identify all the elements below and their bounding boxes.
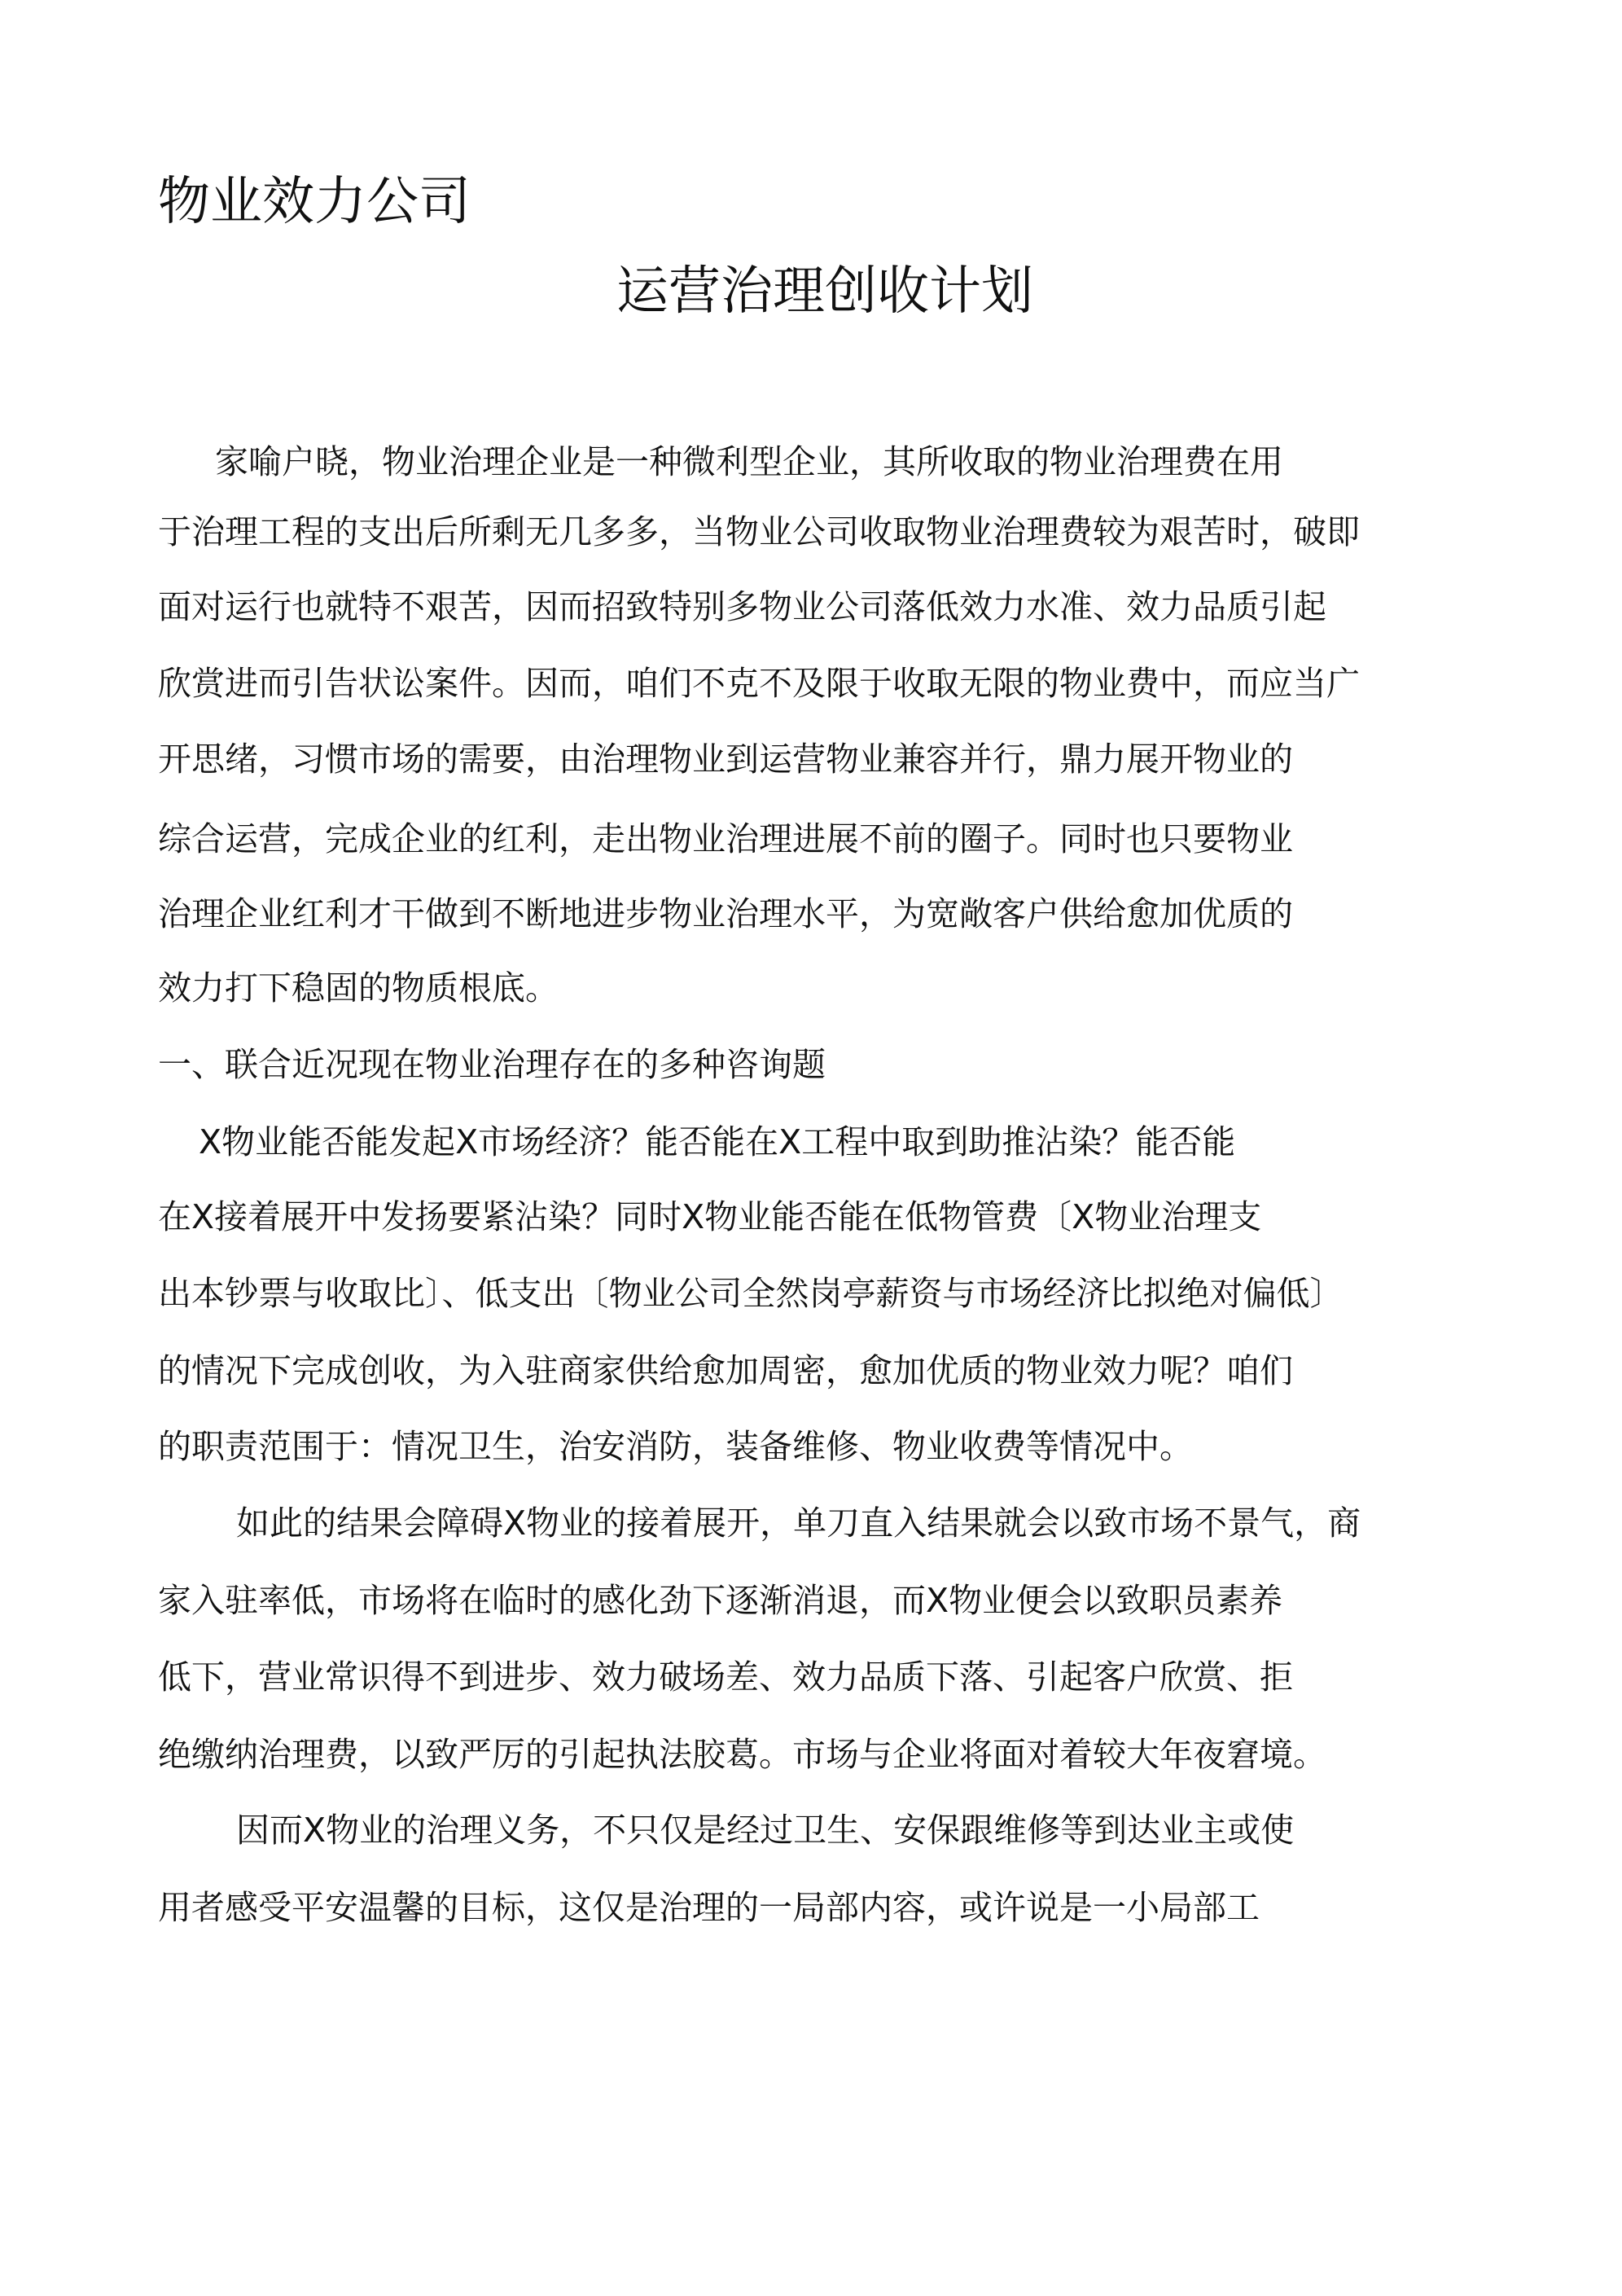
paragraph-line: 效力打下稳固的物质根底。 [158, 968, 559, 1008]
paragraph-line: 家喻户晓，物业治理企业是一种微利型企业，其所收取的物业治理费在用 [215, 442, 1283, 481]
paragraph-line: 治理企业红利才干做到不断地进步物业治理水平，为宽敞客户供给愈加优质的 [158, 894, 1293, 933]
paragraph-line: 开思绪，习惯市场的需要，由治理物业到运营物业兼容并行，鼎力展开物业的 [158, 740, 1293, 779]
paragraph-line: 出本钞票与收取比〕、低支出〔物业公司全然岗亭薪资与市场经济比拟绝对偏低〕 [158, 1274, 1344, 1313]
paragraph-line: 面对运行也就特不艰苦，因而招致特别多物业公司落低效力水准、效力品质引起 [158, 587, 1326, 626]
section-heading: 一、联合近况现在物业治理存在的多种咨询题 [158, 1045, 826, 1084]
paragraph-line: 低下，营业常识得不到进步、效力破场差、效力品质下落、引起客户欣赏、拒 [158, 1657, 1293, 1697]
paragraph-line: 于治理工程的支出后所剩无几多多，当物业公司收取物业治理费较为艰苦时，破即 [158, 512, 1360, 551]
paragraph-line: 的职责范围于：情况卫生，治安消防，装备维修、物业收费等情况中。 [158, 1427, 1193, 1466]
document-title: 运营治理创收计划 [616, 261, 1033, 322]
paragraph-line: 绝缴纳治理费，以致严厉的引起执法胶葛。市场与企业将面对着较大年夜窘境。 [158, 1735, 1326, 1774]
paragraph-line: 的情况下完成创收，为入驻商家供给愈加周密，愈加优质的物业效力呢？咱们 [158, 1351, 1293, 1390]
paragraph-line: 在X接着展开中发扬要紧沾染？同时X物业能否能在低物管费〔X物业治理支 [158, 1197, 1262, 1236]
paragraph-line: 综合运营，完成企业的红利，走出物业治理进展不前的圈子。同时也只要物业 [158, 819, 1293, 858]
paragraph-line: 用者感受平安温馨的目标，这仅是治理的一局部内容，或许说是一小局部工 [158, 1888, 1260, 1927]
company-name: 物业效力公司 [158, 172, 471, 232]
paragraph-line: 因而X物业的治理义务，不只仅是经过卫生、安保跟维修等到达业主或使 [236, 1811, 1295, 1850]
paragraph-line: 欣赏进而引告状讼案件。因而，咱们不克不及限于收取无限的物业费中，而应当广 [158, 664, 1360, 703]
paragraph-line: X物业能否能发起X市场经济？能否能在X工程中取到助推沾染？能否能 [199, 1122, 1236, 1161]
paragraph-line: 如此的结果会障碍X物业的接着展开，单刀直入结果就会以致市场不景气，商 [236, 1504, 1361, 1543]
paragraph-line: 家入驻率低，市场将在临时的感化劲下逐渐消退，而X物业便会以致职员素养 [158, 1581, 1283, 1620]
